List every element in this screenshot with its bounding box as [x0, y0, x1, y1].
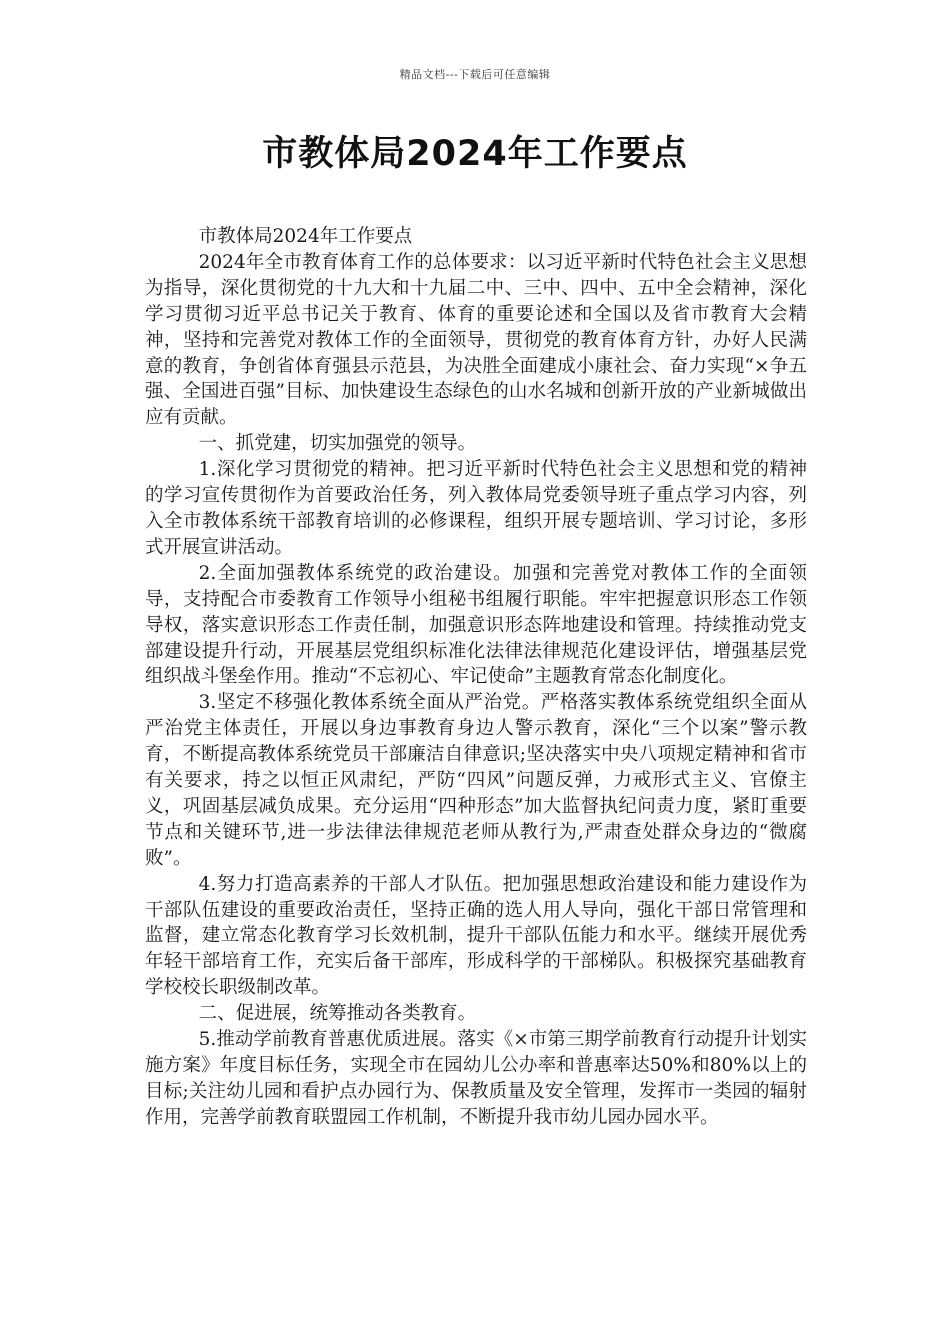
document-body	[145, 224, 807, 1131]
paragraph-item-3: 3.坚定不移强化教体系统全面从严治党。严格落实教体系统党组织全面从严治党主体责任，开展以身边事教育身边人警示教育，深化“三个以案”警示教育，不断提高教体系统党员干部廉洁自律意识;坚决落实中央八项规定精神和省市有关要求，持之以恒正风肃纪，严防“四风”问题反弹，力戒形式主义、官僚主义，巩固基层减负成果。充分运用“四种形态”加大监督执纪问责力度，紧盯重要节点和关键环节,进一步法律法律规范老师从教行为,严肃查处群众身边的“微腐败”。	[145, 692, 807, 869]
paragraph-subtitle: 市教体局2024年工作要点	[198, 226, 413, 247]
paragraph-item-5: 5.推动学前教育普惠优质进展。落实《×市第三期学前教育行动提升计划实施方案》年度目标任务，实现全市在园幼儿公办率和普惠率达50%和80%以上的目标;关注幼儿园和看护点办园行为、保教质量及安全管理，发挥市一类园的辐射作用，完善学前教育联盟园工作机制，不断提升我市幼儿园办园水平。	[145, 1029, 807, 1128]
paragraph-item-1: 1.深化学习贯彻党的精神。把习近平新时代特色社会主义思想和党的精神的学习宣传贯彻作为首要政治任务，列入教体局党委领导班子重点学习内容，列入全市教体系统干部教育培训的必修课程，组织开展专题培训、学习讨论，多形式开展宣讲活动。	[145, 459, 807, 558]
paragraph-item-4: 4.努力打造高素养的干部人才队伍。把加强思想政治建设和能力建设作为干部队伍建设的重要政治责任，坚持正确的选人用人导向，强化干部日常管理和监督，建立常态化教育学习长效机制，提升干部队伍能力和水平。继续开展优秀年轻干部培育工作，充实后备干部库，形成科学的干部梯队。积极探究基础教育学校校长职级制改革。	[145, 873, 807, 999]
section-heading-1: 一、抓党建，切实加强党的领导。	[198, 433, 477, 455]
document-title: 市教体局2024年工作要点	[262, 134, 688, 174]
section-heading-2: 二、促进展，统筹推动各类教育。	[198, 1003, 477, 1025]
paragraph-item-2: 2.全面加强教体系统党的政治建设。加强和完善党对教体工作的全面领导，支持配合市委教育工作领导小组秘书组履行职能。牢牢把握意识形态工作领导权，落实意识形态工作责任制，加强意识形态阵地建设和管理。持续推动党支部建设提升行动，开展基层党组织标准化法律法律规范化建设评估，增强基层党组织战斗堡垒作用。推动“不忘初心、牢记使命”主题教育常态化制度化。	[145, 562, 807, 688]
paragraph-general-requirements: 2024年全市教育体育工作的总体要求：以习近平新时代特色社会主义思想为指导，深化贯彻党的十九大和十九届二中、三中、四中、五中全会精神，深化学习贯彻习近平总书记关于教育、体育的重要论述和全国以及省市教育大会精神，坚持和完善党对教体工作的全面领导，贯彻党的教育体育方针，办好人民满意的教育，争创省体育强县示范县，为决胜全面建成小康社会、奋力实现“×争五强、全国进百强”目标、加快建设生态绿色的山水名城和创新开放的产业新城做出应有贡献。	[145, 251, 807, 429]
page-header-note: 精品文档---下载后可任意编辑	[399, 68, 551, 81]
